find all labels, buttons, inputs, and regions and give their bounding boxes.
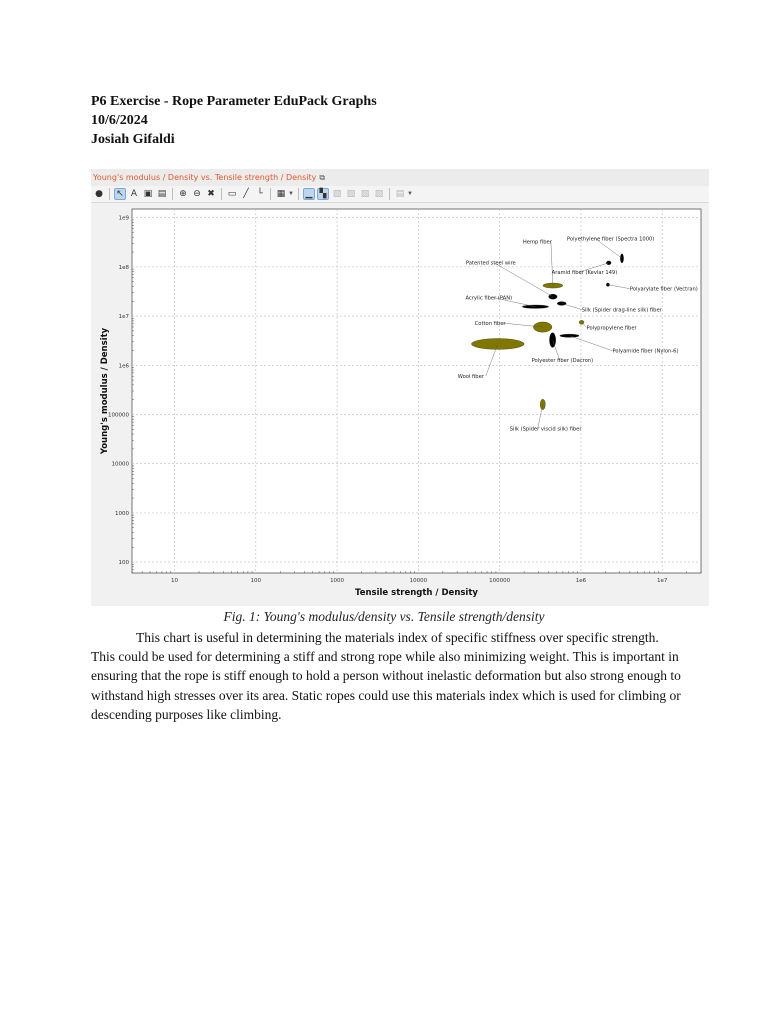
material-bubble: [560, 334, 579, 337]
toolbar-divider: [298, 188, 299, 200]
material-bubble: [620, 254, 623, 263]
material-label: Polyethylene fiber (Spectra 1000): [566, 236, 655, 243]
print-icon[interactable]: ●: [95, 189, 103, 199]
toolbar-divider: [109, 188, 110, 200]
chart-plot: [91, 203, 709, 606]
material-label: Polyarylate fiber (Vectran): [629, 286, 698, 293]
label-icon[interactable]: ▭: [227, 189, 237, 199]
chart-toolbar: [91, 186, 709, 203]
body-paragraph: This chart is useful in determining the materials index of specific stiffness over specific strength. This could be used for determining a stiff and strong rope while also minimizing weight. This is important in ensuring that the rope is stiff enough to hold a person without inelastic deformation but also strong enough to withstand high stresses over its area. Static ropes could use this materials index which is used for climbing or descending purposes like climbing.: [91, 630, 681, 722]
material-label: Polyamide fiber (Nylon-6): [612, 348, 679, 355]
document-header: [91, 92, 377, 149]
y-tick-label: 100000: [108, 412, 129, 419]
axes-icon[interactable]: ▦: [276, 189, 286, 199]
document-title: P6 Exercise - Rope Parameter EduPack Graphs: [91, 94, 377, 109]
x-tick-label: 1000: [330, 578, 345, 584]
plot-area: [132, 209, 701, 573]
material-label: Silk (Spider drag-line silk) fiber: [581, 307, 662, 314]
y-tick-label: 1e6: [118, 363, 129, 370]
a-icon[interactable]: ▧: [332, 189, 342, 199]
export-icon[interactable]: ▤: [395, 189, 405, 199]
fit-icon[interactable]: ✖: [207, 189, 215, 199]
pointer-icon[interactable]: ↖: [114, 188, 126, 200]
stage-copy-icon[interactable]: ▤: [157, 189, 167, 199]
material-bubble: [522, 305, 548, 308]
y-tick-label: 100: [118, 560, 129, 567]
toolbar-divider: [221, 188, 222, 200]
chart-title-bar: [91, 169, 709, 186]
toolbar-divider: [172, 188, 173, 200]
bend-icon[interactable]: └: [257, 189, 263, 199]
chart-panel-title: Young's modulus / Density vs. Tensile strength / Density: [93, 173, 317, 182]
external-link-icon[interactable]: ⧉: [319, 173, 326, 182]
x-tick-label: 1e6: [575, 578, 587, 584]
toolbar-divider: [389, 188, 390, 200]
x-tick-label: 1e7: [657, 578, 668, 584]
y-tick-label: 1e9: [118, 215, 129, 222]
x-tick-label: 100000: [489, 578, 511, 584]
chevron-down-icon[interactable]: ▼: [288, 191, 294, 197]
toolbar-divider: [270, 188, 271, 200]
material-label: Silk (Spider viscid silk) fiber: [509, 426, 582, 433]
x-tick-label: 10: [171, 578, 179, 584]
material-label: Polypropylene fiber: [586, 325, 637, 332]
material-label: Wool fiber: [457, 373, 484, 380]
b-icon[interactable]: ▧: [346, 189, 356, 199]
y-tick-label: 10000: [111, 461, 129, 468]
material-bubble: [533, 322, 552, 332]
y-axis-label: Young's modulus / Density: [100, 327, 110, 455]
chart-screenshot: [91, 169, 709, 606]
figure-caption: Fig. 1: Young's modulus/density vs. Tensile strength/density: [223, 609, 545, 624]
y-tick-label: 1e8: [118, 264, 129, 271]
x-axis-label: Tensile strength / Density: [355, 588, 478, 598]
material-label: Aramid fiber (Kevlar 149): [551, 269, 618, 276]
material-bubble: [579, 320, 584, 324]
zoom-out-icon[interactable]: ⊖: [193, 189, 201, 199]
material-label: Cotton fiber: [474, 321, 506, 328]
document-author: Josiah Gifaldi: [91, 132, 175, 147]
y-tick-label: 1e7: [118, 314, 129, 321]
document-date: 10/6/2024: [91, 113, 148, 128]
line-icon[interactable]: ╱: [243, 189, 249, 199]
material-label: Hemp fiber: [522, 239, 552, 246]
material-label: Patented steel wire: [465, 260, 516, 267]
x-tick-label: 10000: [409, 578, 428, 584]
material-label: Polyester fiber (Dacron): [531, 358, 594, 365]
zoom-in-icon[interactable]: ⊕: [179, 189, 187, 199]
x-tick-label: 100: [250, 578, 262, 584]
d-icon[interactable]: ▧: [374, 189, 384, 199]
c-icon[interactable]: ▧: [360, 189, 370, 199]
text-label-icon[interactable]: A: [130, 189, 138, 199]
material-label: Acrylic fiber (PAN): [465, 295, 513, 302]
material-bubble: [557, 302, 566, 306]
chevron-down-icon[interactable]: ▼: [406, 191, 413, 197]
chart-view-icon[interactable]: ▁: [303, 188, 315, 200]
y-tick-label: 1000: [115, 510, 129, 517]
stage-icon[interactable]: ▣: [143, 189, 153, 199]
series-icon[interactable]: ▚: [317, 188, 329, 200]
